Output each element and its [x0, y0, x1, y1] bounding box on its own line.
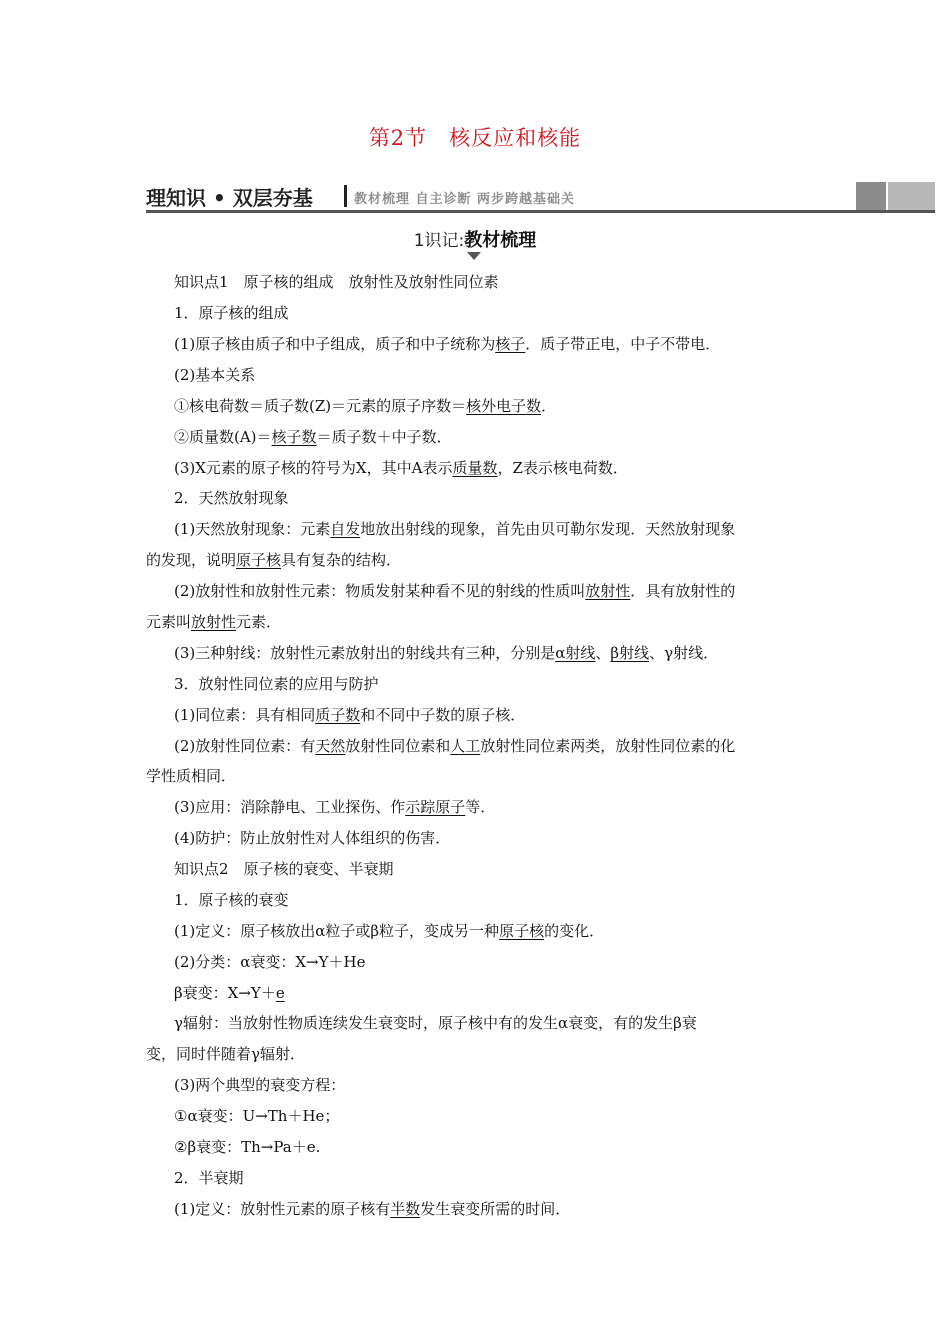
text-segment: ．质子带正电，中子不带电．: [525, 335, 721, 353]
text-segment: γ辐射：当放射性物质连续发生衰变时，原子核中有的发生α衰变，有的发生β衰: [174, 1014, 697, 1032]
text-segment: 变，同时伴随着γ辐射．: [146, 1045, 305, 1063]
text-line: [146, 1199, 838, 1219]
text-line: [146, 334, 838, 354]
text-line: [146, 797, 838, 817]
section-heading: [0, 226, 950, 252]
text-line: [146, 396, 838, 416]
text-line: [146, 272, 838, 292]
section-number: 1识记:: [413, 231, 465, 251]
underlined-answer: α射线: [555, 644, 596, 662]
underlined-answer: 半数: [390, 1200, 421, 1218]
text-segment: 地放出射线的现象，首先由贝可勒尔发现．天然放射现象: [360, 520, 736, 538]
text-segment: (2)基本关系: [174, 366, 256, 384]
text-segment: (1)定义：原子核放出α粒子或β粒子，变成另一种: [174, 922, 500, 940]
text-segment: (3)X元素的原子核的符号为X，其中A表示: [174, 459, 453, 477]
text-line: [146, 705, 838, 725]
text-segment: (3)两个典型的衰变方程：: [174, 1076, 346, 1094]
text-segment: ①α衰变：U→Th＋He；: [174, 1107, 340, 1125]
text-segment: 知识点1 原子核的组成 放射性及放射性同位素: [174, 273, 499, 291]
banner-title: 理知识 • 双层夯基: [146, 186, 313, 210]
text-segment: (3)应用：消除静电、工业探伤、作: [174, 798, 406, 816]
text-segment: 学性质相同．: [146, 767, 237, 785]
text-line: [146, 550, 810, 570]
text-line: [146, 303, 838, 323]
underlined-answer: 核外电子数: [466, 397, 542, 415]
text-segment: ②β衰变：Th→Pa＋e.: [174, 1138, 321, 1156]
text-line: [146, 859, 838, 879]
underlined-answer: 天然: [315, 737, 346, 755]
banner-block-dark: [856, 182, 886, 210]
text-segment: ．具有放射性的: [630, 582, 736, 600]
text-segment: 1．原子核的组成: [174, 304, 289, 322]
underlined-answer: e: [275, 984, 285, 1002]
text-segment: 2．天然放射现象: [174, 489, 289, 507]
text-segment: 的发现，说明: [146, 551, 237, 569]
text-segment: (4)防护：防止放射性对人体组织的伤害．: [174, 829, 451, 847]
banner-block-light: [888, 182, 935, 210]
text-segment: (2)放射性和放射性元素：物质发射某种看不见的射线的性质叫: [174, 582, 586, 600]
underlined-answer: 核子: [495, 335, 526, 353]
text-segment: ＝质子数＋中子数．: [316, 428, 452, 446]
text-line: [146, 1075, 838, 1095]
section-banner: [146, 182, 935, 212]
underlined-answer: 质子数: [315, 706, 361, 724]
text-line: [146, 983, 838, 1003]
text-line: [146, 1137, 838, 1157]
text-segment: 、: [595, 644, 611, 662]
text-segment: 、γ射线．: [649, 644, 719, 662]
section-label: 教材梳理: [464, 230, 537, 251]
text-line: [146, 890, 838, 910]
text-line: [146, 581, 838, 601]
text-line: [146, 1013, 838, 1033]
text-line: [146, 643, 838, 663]
underlined-answer: 原子核: [236, 551, 282, 569]
text-segment: ．: [541, 397, 557, 415]
text-segment: 1．原子核的衰变: [174, 891, 289, 909]
section-arrow-icon: [467, 252, 481, 260]
text-segment: 放射性同位素两类，放射性同位素的化: [480, 737, 736, 755]
banner-subtitle: 教材梳理 自主诊断 两步跨越基础关: [354, 192, 576, 207]
text-segment: (1)定义：放射性元素的原子核有: [174, 1200, 391, 1218]
text-segment: ①核电荷数＝质子数(Z)＝元素的原子序数＝: [174, 397, 467, 415]
underlined-answer: 示踪原子: [405, 798, 466, 816]
text-line: [146, 828, 838, 848]
text-segment: 和不同中子数的原子核．: [360, 706, 526, 724]
text-line: [146, 365, 838, 385]
text-line: [146, 736, 838, 756]
underlined-answer: β射线: [610, 644, 650, 662]
text-line: [146, 458, 838, 478]
text-segment: 元素．: [236, 613, 282, 631]
underlined-answer: 放射性: [191, 613, 237, 631]
text-segment: (3)三种射线：放射性元素放射出的射线共有三种，分别是: [174, 644, 556, 662]
underlined-answer: 自发: [330, 520, 361, 538]
underlined-answer: 质量数: [452, 459, 498, 477]
text-line: [146, 519, 838, 539]
text-line: [146, 427, 838, 447]
text-segment: β衰变：X→Y＋: [174, 984, 276, 1002]
banner-divider: [344, 185, 347, 207]
text-segment: (1)同位素：具有相同: [174, 706, 316, 724]
text-line: [146, 674, 838, 694]
text-segment: (1)原子核由质子和中子组成，质子和中子统称为: [174, 335, 496, 353]
text-segment: 3．放射性同位素的应用与防护: [174, 675, 379, 693]
text-line: [146, 612, 810, 632]
text-segment: 发生衰变所需的时间．: [420, 1200, 571, 1218]
text-segment: ，Z表示核电荷数．: [497, 459, 628, 477]
text-segment: (2)放射性同位素：有: [174, 737, 316, 755]
text-segment: (2)分类：α衰变：X→Y＋He: [174, 953, 366, 971]
text-segment: 等．: [465, 798, 496, 816]
underlined-answer: 人工: [450, 737, 481, 755]
underlined-answer: 核子数: [271, 428, 317, 446]
banner-rule: [146, 210, 935, 213]
text-segment: 放射性同位素和: [345, 737, 451, 755]
text-segment: 的变化．: [544, 922, 605, 940]
page-title: 第2节 核反应和核能: [368, 126, 582, 150]
underlined-answer: 放射性: [585, 582, 631, 600]
text-segment: 元素叫: [146, 613, 192, 631]
text-line: [146, 921, 838, 941]
text-segment: 2．半衰期: [174, 1169, 244, 1187]
text-line: [146, 766, 810, 786]
text-line: [146, 952, 838, 972]
text-line: [146, 1106, 838, 1126]
text-segment: 具有复杂的结构．: [281, 551, 402, 569]
text-segment: 知识点2 原子核的衰变、半衰期: [174, 860, 394, 878]
text-segment: (1)天然放射现象：元素: [174, 520, 331, 538]
text-segment: ②质量数(A)＝: [174, 428, 272, 446]
text-line: [146, 488, 838, 508]
text-line: [146, 1168, 838, 1188]
underlined-answer: 原子核: [499, 922, 545, 940]
text-line: [146, 1044, 810, 1064]
